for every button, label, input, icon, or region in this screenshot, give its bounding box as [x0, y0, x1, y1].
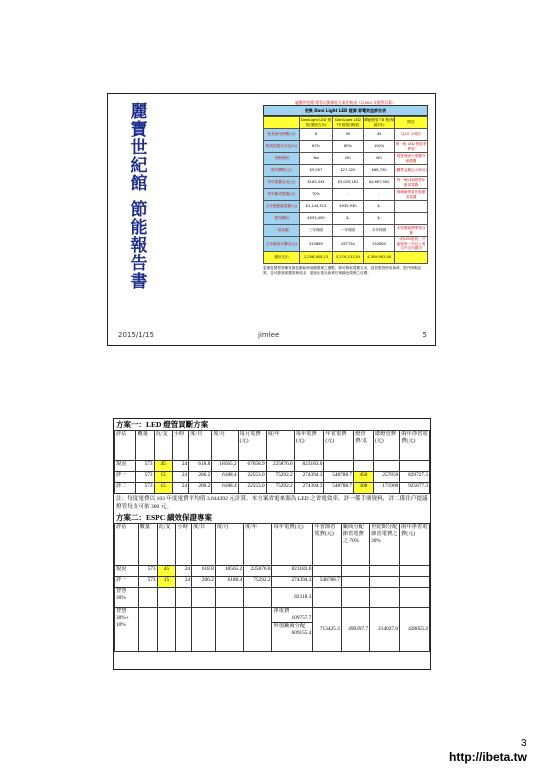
- table-cell: 評一: [115, 577, 139, 588]
- table-cell: 75292.2: [266, 483, 294, 494]
- table-cell: 206.2: [192, 577, 216, 588]
- mini-cell: 100%: [364, 141, 395, 153]
- table-cell: 206.2: [189, 483, 212, 494]
- mini-cell: 燈管保固不需額外維護費: [395, 153, 428, 165]
- table-cell: 573: [136, 461, 154, 472]
- table-cell: 274394.3: [294, 472, 324, 483]
- column-header: 度/月: [215, 524, 243, 566]
- table-cell: 206.2: [189, 472, 212, 483]
- mini-cell: 每一般LED燈每年節省電費: [395, 177, 428, 189]
- table-cell: 45: [154, 461, 172, 472]
- smart30-value: 82318.3: [272, 588, 313, 608]
- mini-cell: 附註: [395, 117, 428, 129]
- mini-cell: 與一般 LED 燈管差異率: [395, 142, 427, 151]
- column-header: 數量: [136, 431, 154, 461]
- table-cell: [373, 461, 399, 472]
- mini-cell: $5,029,181: [332, 177, 363, 189]
- mini-header: 更換 Dani Light LED 燈源 節電效益評估表: [263, 105, 428, 116]
- title-char: 告: [130, 254, 148, 274]
- mini-cell: $-: [332, 213, 363, 225]
- mini-comparison-table: [263, 100, 428, 276]
- mini-cell: 90: [332, 129, 363, 141]
- column-header: 每年電費(元): [272, 524, 313, 566]
- table-cell: 274394.3: [272, 577, 313, 588]
- table-cell: 18565.2: [215, 566, 243, 577]
- column-header: 世紀館分配節省電費之 30%: [370, 524, 400, 566]
- mini-cell: 每年節省電費(元): [264, 189, 300, 201]
- mini-cell: 67%: [300, 141, 333, 153]
- mini-cell: $-: [364, 201, 395, 213]
- table-cell: [400, 566, 430, 577]
- table-cell: 171900: [373, 483, 399, 494]
- column-header: 兩年淨省電費(元): [400, 524, 430, 566]
- mini-cell: 8: [300, 129, 333, 141]
- table-cell: 24: [172, 461, 188, 472]
- slide-date: 2015/1/15: [118, 331, 154, 339]
- mini-cell: 五年總成本費用(元): [264, 237, 300, 252]
- title-char: 館: [130, 174, 148, 194]
- title-char: 能: [130, 218, 148, 238]
- mini-row: [264, 141, 428, 153]
- column-header: 每月電費(元): [238, 431, 266, 461]
- mini-cell: 80%: [332, 141, 363, 153]
- table-cell: 214027.6: [370, 608, 400, 652]
- title-char: 紀: [130, 156, 148, 176]
- table-cell: 428055.2: [400, 608, 430, 652]
- section1-body: [115, 461, 430, 494]
- mini-cell: 以10 小時計: [395, 129, 428, 141]
- table-cell: 15: [157, 577, 176, 588]
- mini-cell: [395, 201, 428, 213]
- table-cell: [341, 566, 369, 577]
- table-cell: 823183.0: [294, 461, 324, 472]
- table-cell: 300: [354, 483, 374, 494]
- column-header: 度/日: [189, 431, 212, 461]
- column-header: 度/日: [192, 524, 216, 566]
- table-cell: 839727.3: [400, 472, 430, 483]
- mini-cell: [264, 117, 300, 129]
- mini-row: [264, 129, 428, 141]
- table-cell: [400, 461, 430, 472]
- table-cell: 75292.2: [266, 472, 294, 483]
- table-cell: 573: [136, 472, 154, 483]
- table-cell: 274394.3: [294, 483, 324, 494]
- mini-cell: 與傳統燈管比較節省電費: [395, 189, 428, 201]
- mini-row: [264, 237, 428, 252]
- mini-cell: 燈具費用: [264, 213, 300, 225]
- mini-cell: DaniLight LED 燈管(保固五年): [300, 118, 332, 127]
- mini-cell: 傳統燈管 T8 燈(保固2年): [364, 118, 394, 127]
- extra-label: 外加廠商分配: [273, 623, 306, 629]
- table-cell: 24: [172, 483, 188, 494]
- table-cell: 225876.6: [244, 566, 272, 577]
- table-cell: 618.8: [192, 566, 216, 577]
- title-char: 節: [130, 200, 148, 220]
- title-char: 世: [130, 138, 148, 158]
- column-header: 總燈管費(元): [373, 431, 399, 461]
- mini-row: [264, 165, 428, 177]
- table-cell: 45: [157, 566, 176, 577]
- table-cell: 22553.0: [238, 483, 266, 494]
- section1-note: 註：每度電費以 103 年度電費平均值 3.644392 元計算。本方案省電來源為 LED 之省電效率，評一係手冊資料，評二係住戶提議燈管每支可依 300 元。: [116, 496, 428, 510]
- mini-cell: 287734: [332, 237, 363, 252]
- mini-cell: 五年總節能電費(元): [264, 201, 300, 213]
- net-value: 109757.7: [291, 615, 312, 621]
- mini-cell: 45: [364, 129, 395, 141]
- column-header: 燈管費/支: [354, 431, 374, 461]
- table-cell: 713425.3: [313, 608, 341, 652]
- title-char: 麗: [130, 102, 148, 122]
- table-cell: [370, 577, 400, 588]
- mini-cell: 315869: [300, 237, 333, 252]
- mini-cell: 每年電費支出(元): [264, 177, 300, 189]
- mini-row: [264, 225, 428, 237]
- mini-col-headers: [264, 117, 428, 129]
- mini-cell: $5,957: [300, 165, 333, 177]
- table-cell: 18565.2: [212, 461, 238, 472]
- column-header: 廠商分配節省電費之 70%: [341, 524, 369, 566]
- mini-cell: (購買金額以小時計): [395, 165, 428, 177]
- mini-cell: 一年保固: [332, 225, 363, 237]
- column-header: 度/年: [266, 431, 294, 461]
- column-header: 小時: [176, 524, 192, 566]
- smart30-row: [115, 588, 430, 608]
- table-cell: 15: [154, 472, 172, 483]
- column-header: 年省電費(元): [324, 431, 354, 461]
- table-cell: 現況: [115, 566, 139, 577]
- watermark: http://ibeta.tw: [449, 750, 527, 764]
- section2-body: [115, 566, 430, 588]
- mini-cell: 總計支出: [264, 251, 300, 263]
- title-char: 書: [130, 272, 148, 292]
- title-char: 報: [130, 236, 148, 256]
- section2-header-row: [115, 524, 430, 566]
- table-cell: 225876.6: [266, 461, 294, 472]
- row-label: 智慧 30%: [115, 588, 139, 608]
- table-cell: 評一: [115, 472, 136, 483]
- column-header: 度/月: [212, 431, 238, 461]
- mini-cell: 二氧化碳: [264, 225, 300, 237]
- extra-value: 609155.4: [291, 630, 312, 636]
- mini-cell: 有無保固: [264, 153, 300, 165]
- smart-plus-row: [115, 608, 430, 652]
- table-row: [115, 461, 430, 472]
- table-cell: 925677.3: [400, 483, 430, 494]
- table-cell: 評二: [115, 483, 136, 494]
- mini-cell: $935,930: [332, 201, 363, 213]
- net-breakdown: [272, 608, 313, 652]
- table-cell: 24: [176, 577, 192, 588]
- table-cell: 499397.7: [341, 608, 369, 652]
- column-header: 兩年淨省電費(元): [400, 431, 430, 461]
- mini-row: [264, 189, 428, 201]
- column-header: 瓦/支: [154, 431, 172, 461]
- mini-cell: $4,667,950: [364, 177, 395, 189]
- column-header: 數量: [138, 524, 157, 566]
- slide-number: 5: [422, 331, 427, 339]
- table-cell: 6188.4: [212, 472, 238, 483]
- mini-cell: NO: [332, 153, 363, 165]
- mini-cell: 燈具使用時數(月): [264, 129, 300, 141]
- mini-row: [264, 177, 428, 189]
- column-header: 評估: [115, 431, 136, 461]
- mini-cell: 252600: [364, 237, 395, 252]
- table-cell: 573: [138, 577, 157, 588]
- column-header: 瓦/支: [157, 524, 176, 566]
- table-cell: 22553.0: [238, 472, 266, 483]
- column-header: 小時: [172, 431, 188, 461]
- mini-cell: 一般LED燈管，只能保固一年以上需另外支付費用: [395, 237, 428, 252]
- mini-cell: $68,750: [364, 165, 395, 177]
- section1-table: [114, 430, 430, 494]
- mini-cell: DaniLight LED T5 燈管(保固): [332, 117, 363, 129]
- section1-title: 方案一：LED 燈管買斷方案: [116, 420, 209, 429]
- mini-cell: $-: [364, 213, 395, 225]
- row-label: 智慧 30%+ 10%: [115, 608, 139, 652]
- table-cell: 24: [172, 472, 188, 483]
- mini-row: [264, 213, 428, 225]
- table-cell: 24: [176, 566, 192, 577]
- slide-title: [116, 104, 162, 304]
- mini-cell: 燈具價格(元): [264, 165, 300, 177]
- table-cell: 257850: [373, 472, 399, 483]
- mini-body: [264, 129, 428, 252]
- section2-table: [114, 523, 430, 652]
- section2-title: 方案二：ESPC 績效保證專案: [116, 513, 213, 522]
- table-cell: 573: [136, 483, 154, 494]
- table-cell: 618.8: [189, 461, 212, 472]
- table-row: [115, 566, 430, 577]
- table-cell: 823183.0: [272, 566, 313, 577]
- column-header: 度/年: [244, 524, 272, 566]
- slide-author: jimlee: [258, 331, 280, 339]
- mini-cell: 三年保固: [300, 225, 333, 237]
- table-cell: 450: [354, 472, 374, 483]
- table-cell: [370, 566, 400, 577]
- table-cell: 548788.7: [324, 472, 354, 483]
- mini-cell: 2,258,900.13: [300, 251, 333, 263]
- mini-cell: [395, 251, 428, 263]
- slide-thumbnail: [107, 93, 436, 346]
- mini-cell: 燈具耗電百分比(%): [264, 141, 300, 153]
- table-cell: 現況: [115, 461, 136, 472]
- table-cell: 548788.7: [324, 483, 354, 494]
- mini-cell: NO: [364, 153, 395, 165]
- section1-header-row: [115, 431, 430, 461]
- column-header: 每年電費(元): [294, 431, 324, 461]
- table-cell: 67658.9: [238, 461, 266, 472]
- table-cell: 6188.4: [212, 483, 238, 494]
- mini-cell: $27,320: [332, 165, 363, 177]
- table-row: [115, 472, 430, 483]
- table-cell: [341, 577, 369, 588]
- net-label: 淨電費: [273, 608, 290, 614]
- table-cell: 75292.2: [244, 577, 272, 588]
- table-cell: [354, 461, 374, 472]
- mini-cell: 未符節能標準需自費: [395, 225, 428, 237]
- mini-cell: -: [364, 189, 395, 201]
- table-row: [115, 483, 430, 494]
- table-cell: 15: [154, 483, 172, 494]
- mini-cell: 半年保固: [364, 225, 395, 237]
- mini-cell: $163,334: [300, 177, 333, 189]
- mini-cell: 70%: [300, 189, 333, 201]
- mini-row: [264, 201, 428, 213]
- table-cell: [313, 566, 341, 577]
- mini-cell: -: [332, 189, 363, 201]
- mini-cell: Yes: [300, 153, 333, 165]
- mini-cell: $553,450: [300, 213, 333, 225]
- table-cell: 548788.7: [313, 577, 341, 588]
- column-header: 評估: [115, 524, 139, 566]
- table-cell: [324, 461, 354, 472]
- table-cell: 573: [138, 566, 157, 577]
- mini-cell: 5,279,131.50: [332, 251, 363, 263]
- mini-cell: 4,359,952.00: [364, 251, 395, 263]
- mini-total-row: [264, 251, 428, 263]
- table-cell: 6188.4: [215, 577, 243, 588]
- table-cell: [400, 577, 430, 588]
- title-char: 寶: [130, 120, 148, 140]
- page-number: 3: [521, 738, 527, 749]
- mini-cell: $1,144,313: [300, 201, 333, 213]
- mini-footnote: 更換智慧燈管擁有綠色節能與低碳環保之優點，除可降低電費支出，延長燈管使用壽命，提升照明品質，並可節省維護管理成本，達到企業社會責任與綠色環保之目標。: [263, 265, 422, 275]
- spreadsheet-page: [113, 418, 431, 670]
- mini-cell: [395, 213, 428, 225]
- column-header: 年省節省電費(元): [313, 524, 341, 566]
- mini-caption: 麗寶世紀館 燈管汰換節能方案比較表（以500 支燈管計算）: [295, 100, 396, 105]
- mini-row: [264, 153, 428, 165]
- table-row: [115, 577, 430, 588]
